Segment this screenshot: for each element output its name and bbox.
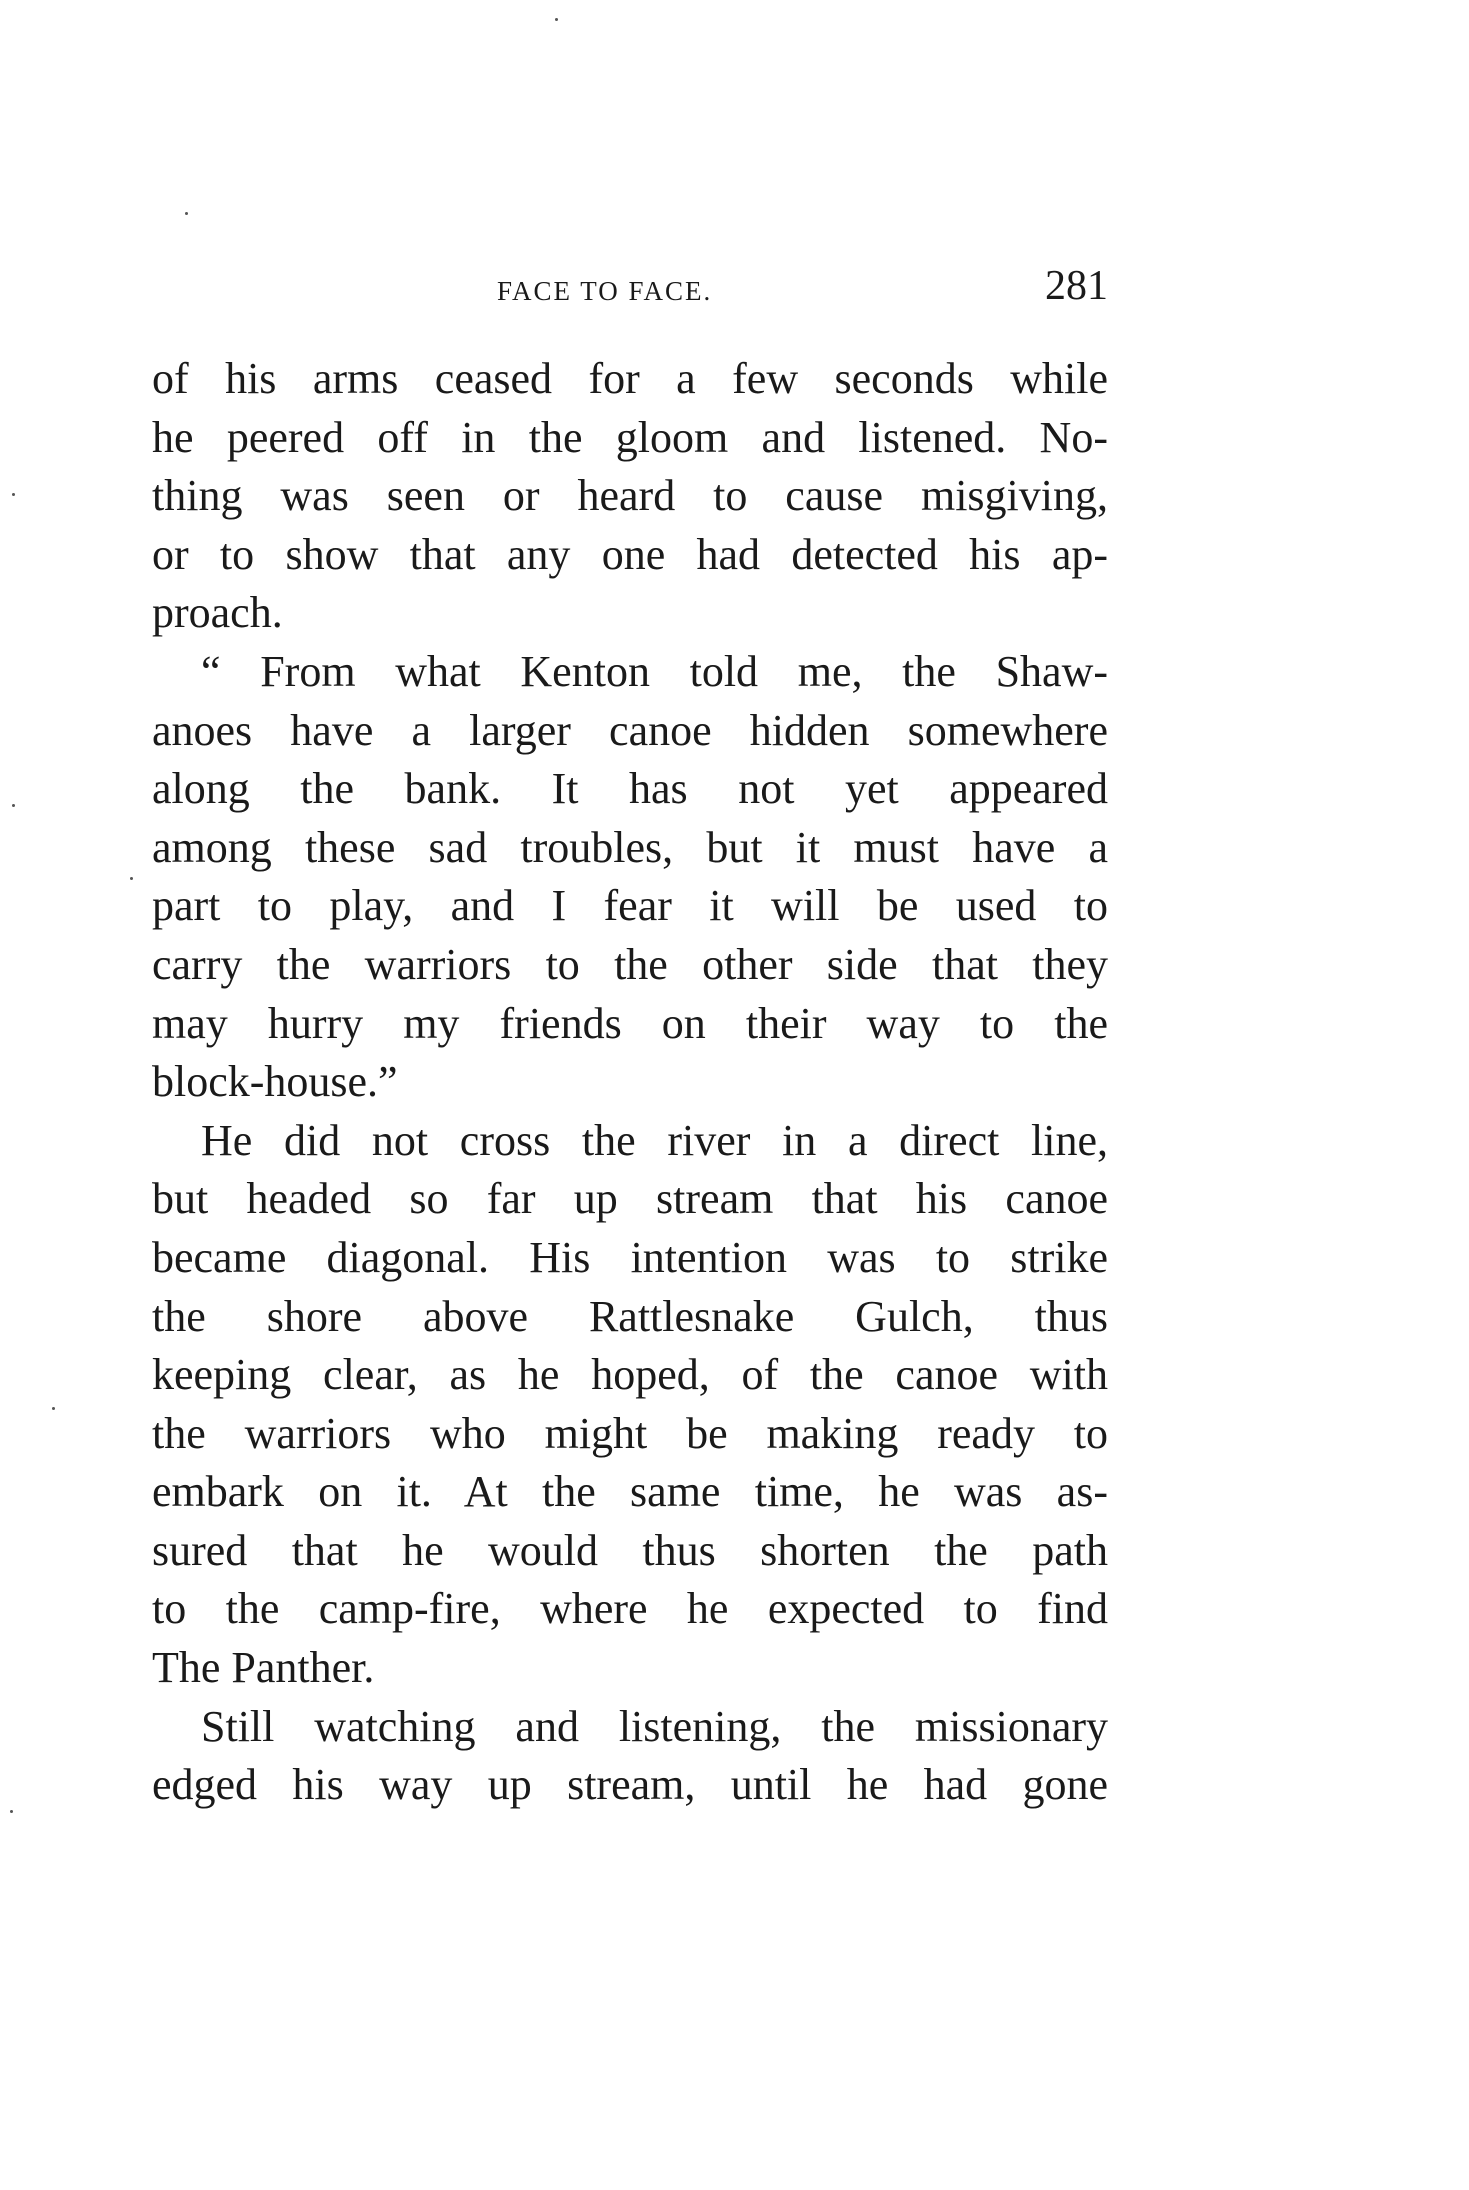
text-line: carry the warriors to the other side that they [152, 939, 1108, 989]
paragraph-2 [152, 643, 1108, 1112]
paper-speck [12, 493, 15, 496]
text-line: edged his way up stream, until he had gone [152, 1760, 1108, 1810]
text-line: “ From what Kenton told me, the Shaw- [201, 646, 1108, 696]
paragraph-4 [152, 1698, 1108, 1815]
text-line: the shore above Rattlesnake Gulch, thus [152, 1291, 1108, 1341]
text-line: thing was seen or heard to cause misgiving, [152, 471, 1108, 521]
paper-speck [555, 18, 558, 21]
text-line: The Panther. [152, 1643, 375, 1693]
running-head [152, 262, 1108, 322]
text-line: embark on it. At the same time, he was as- [152, 1467, 1108, 1517]
text-line: keeping clear, as he hoped, of the canoe with [152, 1350, 1108, 1400]
text-line: of his arms ceased for a few seconds while [152, 354, 1108, 403]
text-line: he peered off in the gloom and listened. No- [152, 412, 1108, 462]
paragraph-3 [152, 1112, 1108, 1698]
body-text [152, 350, 1108, 1815]
text-line: among these sad troubles, but it must have a [152, 822, 1108, 872]
text-line: sured that he would thus shorten the path [152, 1525, 1108, 1575]
text-line: He did not cross the river in a direct line, [201, 1115, 1108, 1165]
text-line: to the camp-fire, where he expected to find [152, 1584, 1108, 1634]
text-line: Still watching and listening, the missionary [201, 1701, 1108, 1751]
text-line: along the bank. It has not yet appeared [152, 764, 1108, 814]
text-line: proach. [152, 588, 283, 638]
paper-speck [10, 1810, 13, 1813]
paper-speck [12, 804, 15, 807]
text-line: anoes have a larger canoe hidden somewhere [152, 705, 1108, 755]
text-line: block-house.” [152, 1057, 398, 1107]
text-line: became diagonal. His intention was to strike [152, 1232, 1108, 1282]
paragraph-1 [152, 350, 1108, 643]
page-number: 281 [1045, 263, 1108, 309]
text-line: or to show that any one had detected his ap- [152, 529, 1108, 579]
running-title: FACE TO FACE. [497, 276, 713, 306]
text-line: part to play, and I fear it will be used to [152, 881, 1108, 931]
text-line: but headed so far up stream that his canoe [152, 1174, 1108, 1224]
paper-speck [130, 877, 133, 880]
paper-speck [185, 212, 188, 215]
paper-speck [52, 1407, 55, 1410]
text-line: the warriors who might be making ready to [152, 1408, 1108, 1458]
text-line: may hurry my friends on their way to the [152, 998, 1108, 1048]
